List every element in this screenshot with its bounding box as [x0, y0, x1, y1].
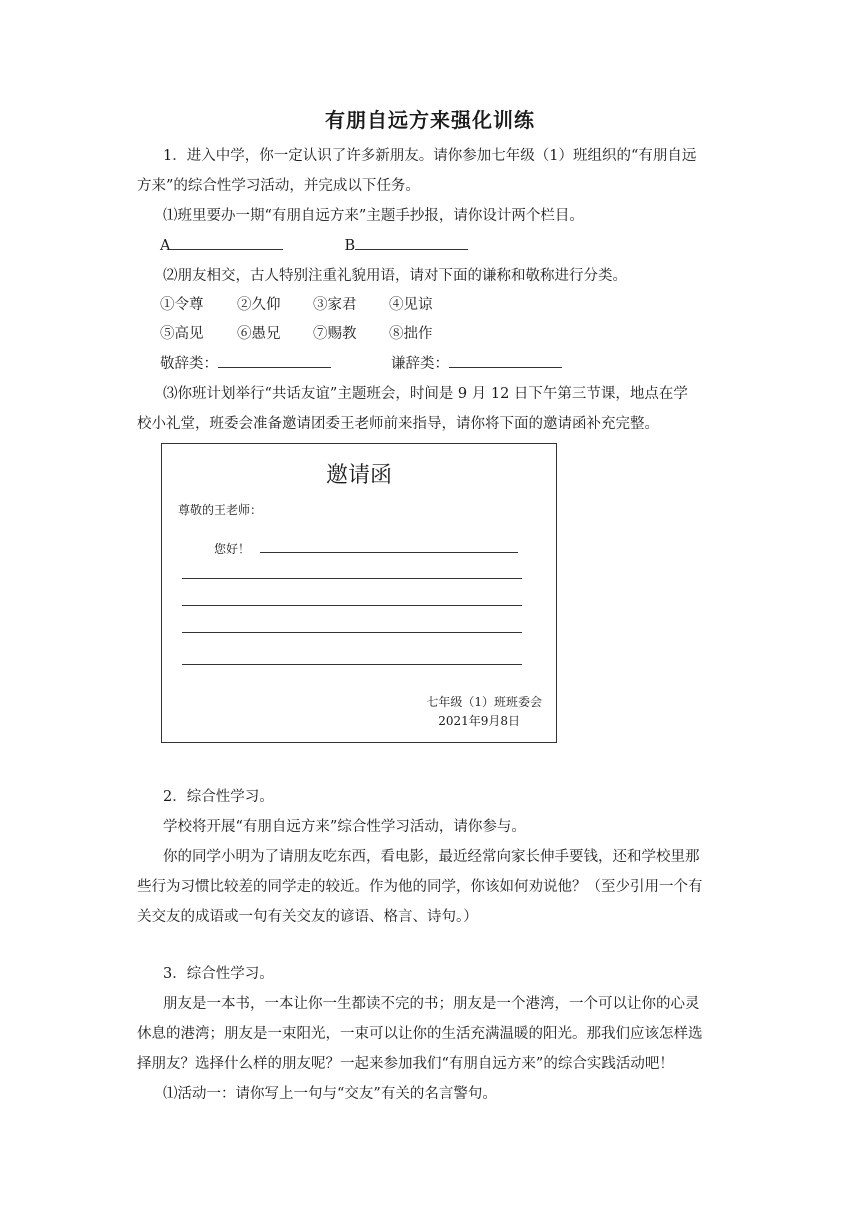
term-item: ④见谅	[389, 297, 433, 313]
q2-paragraph-2-line-2: 些行为习惯比较差的同学走的较近。作为他的同学，你该如何劝说他？（至少引用一个有	[137, 879, 703, 895]
invitation-date: 2021年9月8日	[438, 714, 520, 728]
honorific-label: 敬辞类：	[160, 356, 218, 372]
q1-intro-line-1: 1．进入中学，你一定认识了许多新朋友。请你参加七年级（1）班组织的“有朋自远	[163, 148, 697, 164]
invitation-answer-line[interactable]	[182, 664, 522, 665]
humble-blank[interactable]	[449, 353, 562, 368]
q2-paragraph-2-line-3: 关交友的成语或一句有关交友的谚语、格言、诗句。）	[137, 909, 478, 925]
classification-row	[160, 353, 750, 375]
invitation-answer-line[interactable]	[182, 632, 522, 633]
q3-paragraph-line-2: 休息的港湾；朋友是一束阳光，一束可以让你的生活充满温暖的阳光。那我们应该怎样选	[137, 1026, 703, 1042]
term-item: ⑦赐教	[313, 326, 357, 342]
term-item: ③家君	[313, 297, 357, 313]
q2-paragraph-2-line-1: 你的同学小明为了请朋友吃东西，看电影，最近经常向家长伸手要钱，还和学校里那	[163, 849, 700, 865]
term-item: ②久仰	[237, 297, 281, 313]
invitation-answer-line[interactable]	[182, 578, 522, 579]
blank-b-line[interactable]	[355, 235, 468, 250]
terms-row-1	[160, 294, 750, 316]
humble-label: 谦辞类：	[391, 356, 449, 372]
invitation-signature: 七年级（1）班班委会	[426, 695, 542, 709]
term-item: ⑧拙作	[389, 326, 433, 342]
blank-a-line[interactable]	[170, 235, 283, 250]
terms-row-2	[160, 323, 750, 345]
q3-heading: 3．综合性学习。	[163, 966, 274, 982]
q1-sub1: ⑴班里要办一期“有朋自远方来”主题手抄报，请你设计两个栏目。	[163, 208, 584, 224]
honorific-blank[interactable]	[218, 353, 331, 368]
term-item: ⑤高见	[160, 326, 204, 342]
invitation-card	[161, 443, 557, 743]
q1-sub3-line-1: ⑶你班计划举行“共话友谊”主题班会，时间是 9 月 12 日下午第三节课，地点在学	[163, 386, 688, 402]
invitation-answer-line[interactable]	[182, 605, 522, 606]
term-item: ⑥愚兄	[237, 326, 281, 342]
invitation-greeting: 您好！	[214, 542, 251, 556]
term-item: ①令尊	[160, 297, 204, 313]
q1-blank-row	[160, 235, 750, 257]
q1-sub3-line-2: 校小礼堂，班委会准备邀请团委王老师前来指导，请你将下面的邀请函补充完整。	[137, 416, 659, 432]
q3-activity-1: ⑴活动一：请你写上一句与“交友”有关的名言警句。	[163, 1086, 497, 1102]
q2-paragraph-1: 学校将开展“有朋自远方来”综合性学习活动，请你参与。	[163, 819, 526, 835]
blank-b-label: B	[344, 238, 356, 254]
q3-paragraph-line-3: 择朋友？选择什么样的朋友呢？一起来参加我们“有朋自远方来”的综合实践活动吧！	[137, 1056, 674, 1072]
invitation-salutation: 尊敬的王老师：	[178, 503, 263, 517]
page-title: 有朋自远方来强化训练	[325, 108, 535, 132]
invitation-title: 邀请函	[325, 463, 392, 488]
q1-sub2: ⑵朋友相交，古人特别注重礼貌用语，请对下面的谦称和敬称进行分类。	[163, 268, 627, 284]
invitation-answer-line[interactable]	[260, 552, 518, 553]
q3-paragraph-line-1: 朋友是一本书，一本让你一生都读不完的书；朋友是一个港湾，一个可以让你的心灵	[163, 996, 700, 1012]
q1-intro-line-2: 方来”的综合性学习活动，并完成以下任务。	[137, 178, 420, 194]
q2-heading: 2．综合性学习。	[163, 789, 274, 805]
blank-a-label: A	[160, 238, 171, 254]
